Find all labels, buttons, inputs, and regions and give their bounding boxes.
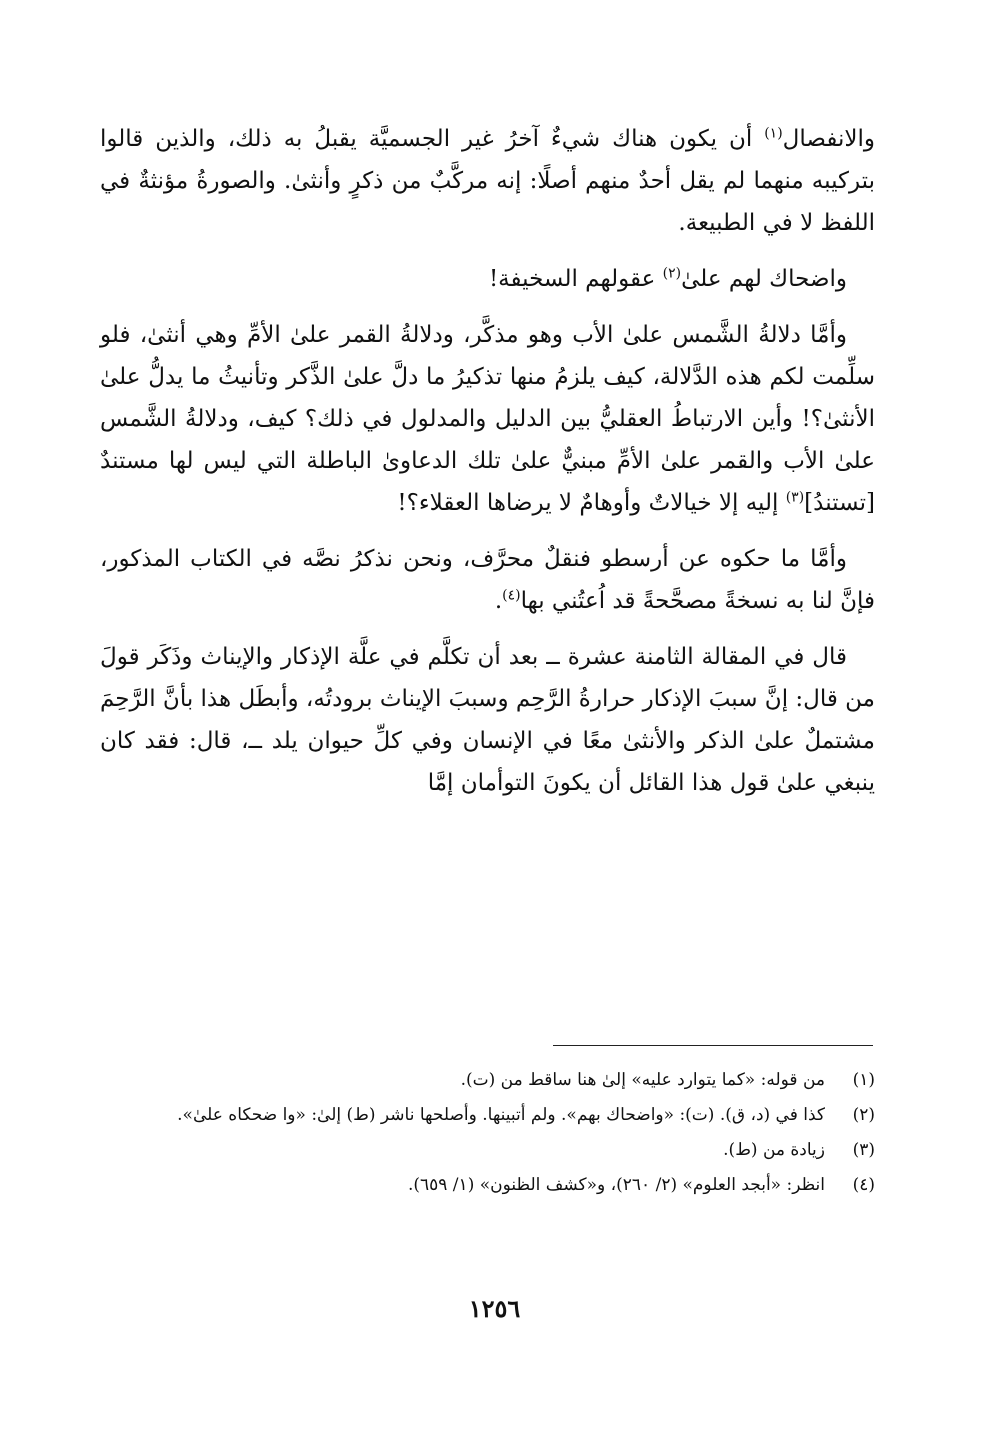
paragraph-text: والانفصال — [782, 126, 875, 152]
footnote-item — [100, 1063, 875, 1098]
paragraph-text: إليه إلا خيالاتٌ وأوهامٌ لا يرضاها العقلاء؟! — [397, 490, 786, 516]
footnote-ref-2[interactable]: (٢) — [662, 265, 682, 282]
footnote-text: انظر: «أبجد العلوم» (٢/ ٢٦٠)، و«كشف الظنون» (١/ ٦٥٩). — [407, 1175, 825, 1195]
paragraph-text: قال في المقالة الثامنة عشرة ــ بعد أن تكلَّم في علَّة الإذكار والإيناث وذَكَر قولَ من قال: إنَّ سببَ الإذكار حرارةُ الرَّحِم وسببَ الإيناث برودتُه، وأبطَل هذا بأنَّ الرَّحِمَ مشتملٌ علىٰ الذكر والأنثىٰ معًا في الإنسان وفي كلِّ حيوان يلد ــ، قال: فقد كان ينبغي علىٰ قول هذا القائل أن يكونَ التوأمان إمَّا — [100, 644, 875, 796]
paragraph-2 — [100, 258, 875, 300]
footnote-text: من قوله: «كما يتوارد عليه» إلىٰ هنا ساقط من (ت). — [460, 1070, 825, 1090]
paragraph-text: أن يكون هناك شيءٌ آخرُ غير الجسميَّة يقبلُ به ذلك، والذين قالوا بتركيبه منهما لم يقل أحدٌ منهم أصلًا: إنه مركَّبٌ من ذكرٍ وأنثىٰ. والصورةُ مؤنثةٌ في اللفظ لا في الطبيعة. — [100, 126, 875, 236]
paragraph-4 — [100, 538, 875, 622]
footnote-item — [100, 1098, 875, 1133]
footnote-item — [100, 1133, 875, 1168]
footnote-ref-4[interactable]: (٤) — [502, 587, 521, 604]
footnote-number: (٤) — [852, 1175, 875, 1195]
paragraph-text: وأمَّا دلالةُ الشَّمس علىٰ الأب وهو مذكَّر، ودلالةُ القمر علىٰ الأمِّ وهي أنثىٰ، فلو سلِّمت لكم هذه الدَّلالة، كيف يلزمُ منها تذكيرُ ما دلَّ علىٰ الذَّكر وتأنيثُ ما يدلُّ علىٰ الأنثىٰ؟! وأين الارتباطُ العقليُّ بين الدليل والمدلول في ذلك؟ كيف، ودلالةُ الشَّمس علىٰ الأب والقمر علىٰ الأمِّ مبنيٌّ علىٰ تلك الدعاوىٰ الباطلة التي ليس لها مستندٌ [تستندُ] — [100, 322, 875, 516]
footnote-divider — [553, 1045, 873, 1046]
footnote-ref-1[interactable]: (١) — [764, 125, 783, 142]
footnotes — [100, 1063, 875, 1203]
footnote-number: (١) — [852, 1070, 875, 1090]
paragraph-text: عقولهم السخيفة! — [488, 266, 663, 292]
paragraph-text: وأمَّا ما حكوه عن أرسطو فنقلٌ محرَّف، ونحن نذكرُ نصَّه في الكتاب المذكور، فإنَّ لنا به نسخةً مصحَّحةً قد اُعتُني بها — [100, 546, 875, 614]
footnote-number: (٣) — [852, 1140, 875, 1160]
main-text — [100, 118, 875, 814]
footnote-item — [100, 1168, 875, 1203]
paragraph-1 — [100, 118, 875, 244]
footnote-number: (٢) — [852, 1105, 875, 1125]
paragraph-3 — [100, 314, 875, 524]
footnote-text: زيادة من (ط). — [723, 1140, 825, 1160]
paragraph-text: واضحاك لهم علىٰ — [681, 266, 847, 292]
footnote-ref-3[interactable]: (٣) — [785, 489, 805, 506]
paragraph-5 — [100, 636, 875, 804]
page-number: ١٢٥٦ — [468, 1294, 521, 1323]
footnote-text: كذا في (د، ق). (ت): «واضحاك بهم». ولم أتبينها. وأصلحها ناشر (ط) إلىٰ: «وا ضحكاه علىٰ». — [177, 1105, 825, 1125]
paragraph-text: . — [494, 588, 503, 614]
